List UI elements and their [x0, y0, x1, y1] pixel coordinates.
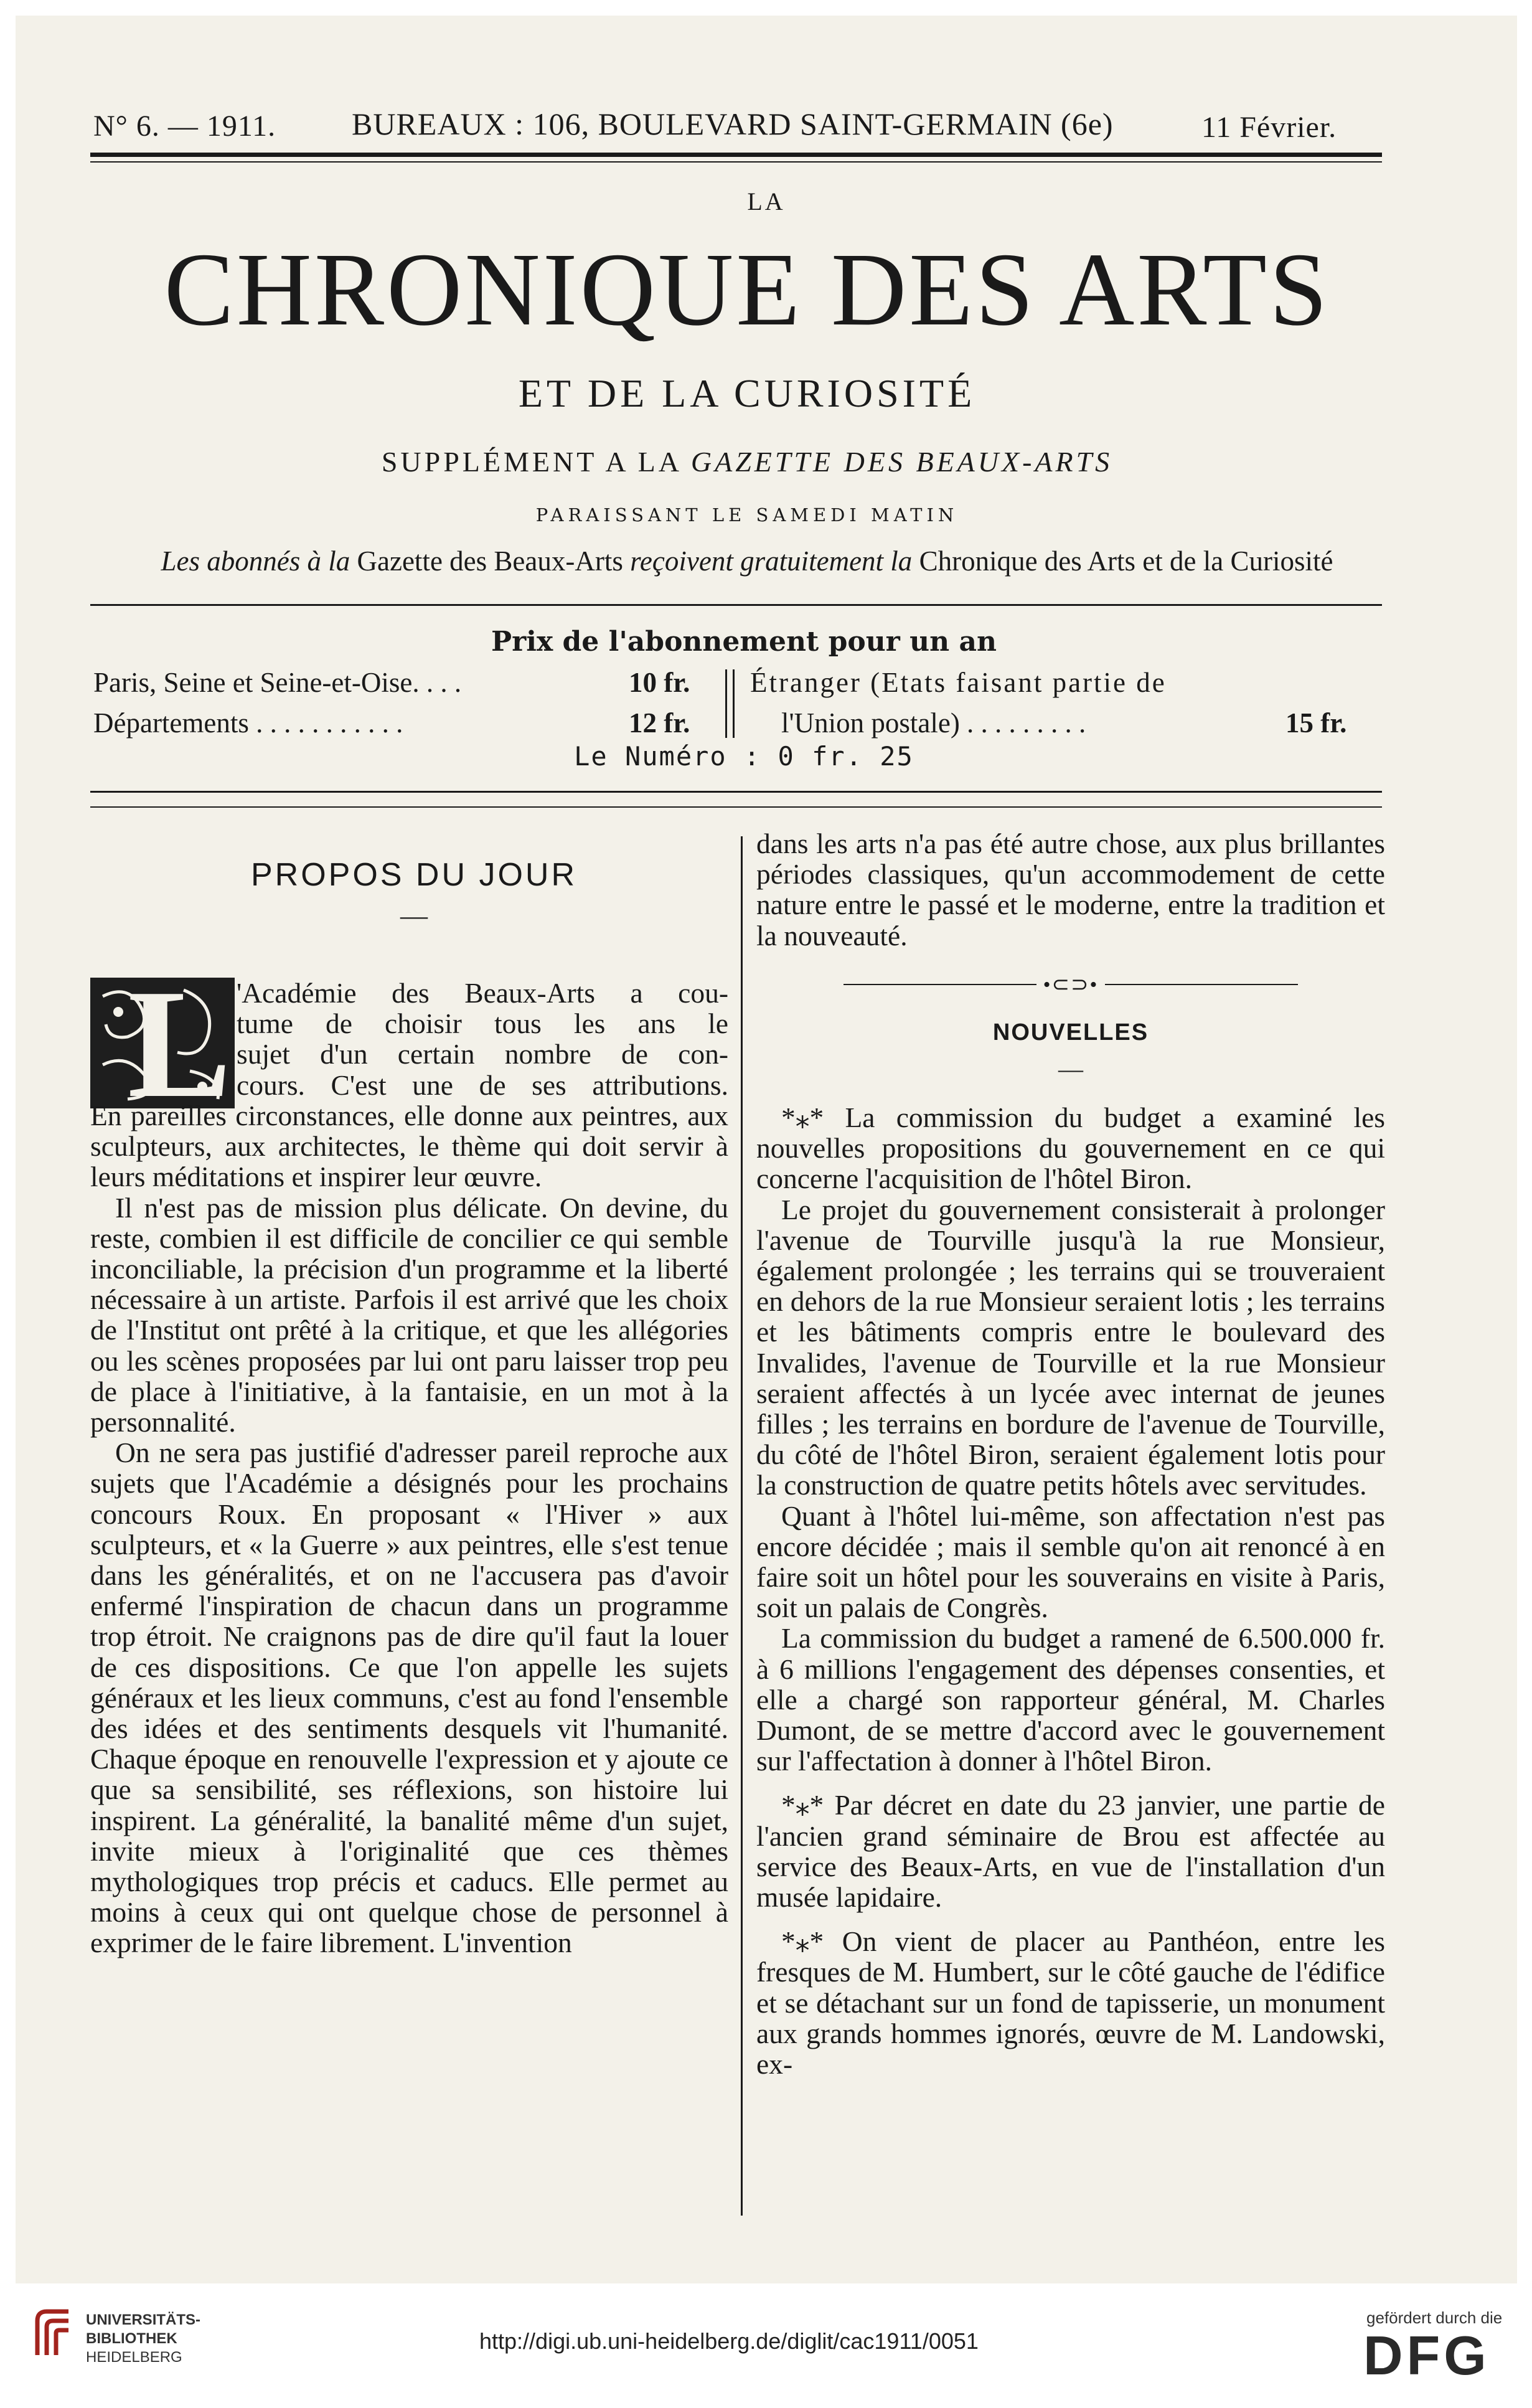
- price-dept: 12 fr.: [629, 707, 690, 739]
- price-divider-right: [733, 669, 735, 738]
- news-stars-2: *⁎*: [781, 1789, 824, 1821]
- intro-line-3: sujet d'un certain nombre de con-: [237, 1038, 728, 1070]
- notice-part-1: Les abonnés à la: [161, 545, 350, 577]
- masthead-title: CHRONIQUE DES ARTS: [164, 232, 1330, 347]
- nouvelles-heading: NOUVELLES: [992, 1019, 1149, 1046]
- propos-paragraph-3: On ne sera pas justifié d'adresser pareil reproche aux sujets que l'Académie a désignés pour les prochains concours Roux. En proposant « l'Hiver » aux sculpteurs, et « la Guerre » aux peintres, elle s'est tenue dans les généralités, et on ne l'accusera pas d'avoir enfermé l'inspiration de chacun dans un programme trop étroit. Ne craignons pas de dire qu'il faut la louer de ces dispositions. Ce que l'on appelle les sujets généraux et les lieux communs, c'est au fond l'ensemble des idées et des sentiments desquels vit l'humanité. Chaque époque en renouvelle l'expression et y ajoute ce que sa sensibilité, ses réflexions, son histoire lui inspirent. La généralité, la banalité même d'un sujet, invite mieux à l'originalité que ces thèmes mythologiques trop précis et caducs. Elle permet au moins à ceux qui ont quelque chose de personnel à exprimer de le faire librement. L'invention: [90, 1437, 728, 1959]
- digitization-footer: [0, 2283, 1532, 2408]
- pricing-rule-1: [90, 791, 1382, 793]
- masthead-rule: [90, 604, 1382, 606]
- news-text-2: Par décret en date du 23 janvier, une partie de l'ancien grand séminaire de Brou est affectée au service des Beaux-Arts, en vue de l'installation d'un musée lapidaire.: [756, 1789, 1385, 1914]
- pricing-heading: Prix de l'abonnement pour un an: [491, 626, 997, 658]
- dropcap-ornament: [90, 958, 235, 1130]
- library-logo-icon: [31, 2308, 75, 2358]
- price-divider-left: [725, 669, 727, 738]
- right-column: [756, 828, 1385, 951]
- propos-body: [90, 1100, 728, 1958]
- office-address: BUREAUX : 106, BOULEVARD SAINT-GERMAIN (6e): [352, 106, 1114, 141]
- news-text-1: La commission du budget a examiné les nouvelles propositions du gouvernement en ce qui concerne l'acquisition de l'hôtel Biron.: [756, 1102, 1385, 1195]
- news-item-2: [756, 1790, 1385, 1912]
- masthead-subtitle: ET DE LA CURIOSITÉ: [518, 371, 976, 415]
- price-paris: 10 fr.: [629, 667, 690, 698]
- library-name-1: UNIVERSITÄTS-: [86, 2311, 201, 2328]
- nouvelles-ornament: [756, 971, 1385, 997]
- ornament-rule-right: [1105, 984, 1298, 985]
- continuation-paragraph: dans les arts n'a pas été autre chose, aux plus brillantes périodes classiques, qu'un accommodement de cette nature entre le passé et le moderne, entre la tradition et la nouveauté.: [756, 828, 1385, 951]
- header-rule-thin: [90, 161, 1382, 163]
- masthead-supplement: [16, 445, 1478, 478]
- propos-dash: —: [400, 900, 428, 931]
- news-stars-1: *⁎*: [781, 1102, 824, 1133]
- news-item-1: [756, 1102, 1385, 1194]
- funded-by-text: gefördert durch die: [1366, 2308, 1503, 2327]
- news-stars-3: *⁎*: [781, 1925, 824, 1958]
- intro-line-2: tume de choisir tous les ans le: [237, 1008, 728, 1040]
- masthead-article: LA: [747, 187, 786, 215]
- single-issue-price: Le Numéro : 0 fr. 25: [574, 741, 914, 772]
- price-foreign: 15 fr.: [1285, 707, 1347, 739]
- library-name-3: HEIDELBERG: [86, 2349, 182, 2366]
- nouvelles-body: [756, 1102, 1385, 2079]
- masthead-schedule: PARAISSANT LE SAMEDI MATIN: [535, 504, 959, 526]
- intro-line-1: 'Académie des Beaux-Arts a cou-: [237, 977, 728, 1009]
- notice-part-4: Chronique des Arts et de la Curiosité: [919, 545, 1333, 577]
- ornament-rule-left: [844, 984, 1036, 985]
- notice-part-2: Gazette des Beaux-Arts: [357, 545, 623, 577]
- propos-paragraph-1: En pareilles circonstances, elle donne aux peintres, aux sculpteurs, aux architectes, le thème qui doit servir à leurs méditations et inspirer leur œuvre.: [90, 1100, 728, 1193]
- propos-heading: PROPOS DU JOUR: [250, 857, 578, 893]
- propos-paragraph-2: Il n'est pas de mission plus délicate. On devine, du reste, combien il est difficile de concilier ce qui semble inconciliable, la précision d'un programme et la liberté nécessaire à un artiste. Parfois il est arrivé que les choix de l'Institut ont prêté à la critique, et que les allégories ou les scènes proposées par lui ont paru laisser trop peu de place à l'initiative, à la fantaisie, en un mot à la personnalité.: [90, 1191, 728, 1438]
- supplement-gazette: GAZETTE DES BEAUX-ARTS: [690, 446, 1113, 478]
- price-foreign-label-1: Étranger (Etats faisant partie de: [750, 667, 1167, 698]
- price-dept-label: Départements . . . . . . . . . . .: [93, 707, 403, 739]
- issue-date: 11 Février.: [1201, 111, 1337, 144]
- propos-intro-lines: [237, 978, 728, 1100]
- library-name-2: BIBLIOTHEK: [86, 2330, 177, 2347]
- pricing-rule-2: [90, 806, 1382, 808]
- intro-line-4: cours. C'est une de ses attributions.: [237, 1069, 728, 1101]
- dfg-logo: DFG: [1363, 2325, 1490, 2386]
- ornament-glyph-icon: •⊂⊃•: [1043, 973, 1099, 997]
- news-text-3: On vient de placer au Panthéon, entre les fresques de M. Humbert, sur le côté gauche de l'édifice et se détachant sur un fond de tapisserie, un monument aux grands hommes ignorés, œuvre de M. Landowski, ex-: [756, 1925, 1386, 2080]
- masthead-notice: [16, 545, 1478, 577]
- supplement-prefix: SUPPLÉMENT A LA: [381, 446, 681, 478]
- issue-number: N° 6. — 1911.: [93, 110, 276, 143]
- news-item-1-cont-3: La commission du budget a ramené de 6.500.000 fr. à 6 millions l'engagement des dépenses consenties, et elle a chargé son rapporteur général, M. Charles Dumont, de se mettre d'accord avec le gouvernement sur l'affectation à donner à l'hôtel Biron.: [756, 1622, 1385, 1777]
- dropcap-letter: L: [128, 958, 232, 1130]
- notice-part-3: reçoivent gratuitement la: [630, 545, 913, 577]
- header-rule-thick: [90, 153, 1382, 157]
- news-item-1-cont-2: Quant à l'hôtel lui-même, son affectation n'est pas encore décidée ; mais il semble qu'on ait renoncé à en faire soit un hôtel pour les souverains en visite à Paris, soit un palais de Congrès.: [756, 1499, 1385, 1624]
- nouvelles-dash: —: [1058, 1055, 1083, 1083]
- permalink-url[interactable]: http://digi.ub.uni-heidelberg.de/diglit/cac1911/0051: [479, 2328, 979, 2354]
- news-item-1-cont-1: Le projet du gouvernement consisterait à prolonger l'avenue de Tourville jusqu'à la rue Monsieur, également prolongée ; les terrains qui se trouveraient en dehors de la rue Monsieur seraient lotis ; les terrains et les bâtiments compris entre le boulevard des Invalides, l'avenue de Tourville et la rue Monsieur seraient affectés à un lycée avec internat de jeunes filles ; les terrains en bordure de l'avenue de Tourville, du côté de l'hôtel Biron, seraient également lotis pour la construction de quatre petits hôtels avec servitudes.: [756, 1193, 1385, 1501]
- newspaper-page: [16, 16, 1517, 2283]
- news-item-3: [756, 1926, 1385, 2079]
- column-divider: [741, 836, 743, 2216]
- price-foreign-label-2: l'Union postale) . . . . . . . . .: [781, 707, 1086, 739]
- price-paris-label: Paris, Seine et Seine-et-Oise. . . .: [93, 667, 462, 698]
